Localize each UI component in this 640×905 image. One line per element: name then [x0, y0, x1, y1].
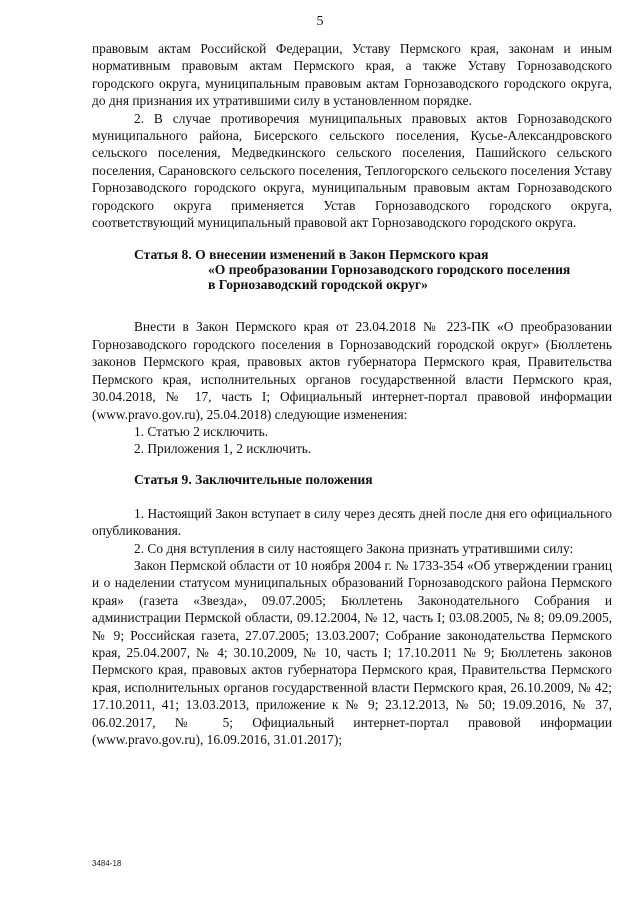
article8-item2: 2. Приложения 1, 2 исключить. [134, 441, 312, 457]
article8-item1: 1. Статью 2 исключить. [134, 423, 269, 439]
article8-heading [134, 247, 612, 292]
article8-heading-line1: Статья 8. О внесении изменений в Закон Пермского края [134, 247, 489, 263]
document-code: 3484-18 [92, 859, 122, 868]
article8-heading-line2: «О преобразовании Горнозаводского городского поселения [208, 262, 571, 278]
article9-part1-paragraph: 1. Настоящий Закон вступает в силу через десять дней после дня его официального опубликования. [92, 505, 612, 539]
article7-part2-paragraph: 2. В случае противоречия муниципальных правовых актов Горнозаводского муниципального района, Бисерского сельского поселения, Кусье-Александровского сельского поселения, Медведкинского сельского поселения, Пашийского сельского поселения, Сарановского сельского поселения, Теплогорского сельского поселения Уставу Горнозаводского городского округа, муниципальным правовым актам Горнозаводского городского округа применяется Устав Горнозаводского городского округа, соответствующий муниципальный правовой акт Горнозаводского городского округа. [92, 110, 612, 231]
continuation-paragraph: правовым актам Российской Федерации, Уставу Пермского края, законам и иным нормативным правовым актам Пермского края, а также Уставу Горнозаводского городского округа, муниципальным правовым актам Горнозаводского городского округа, до дня признания их утратившими силу в установленном порядке. [92, 41, 612, 109]
article9-part2-paragraph: 2. Со дня вступления в силу настоящего Закона признать утратившими силу: [134, 540, 574, 556]
repealed-law-paragraph: Закон Пермской области от 10 ноября 2004 г. № 1733-354 «Об утверждении границ и о наделении статусом муниципальных образований Горнозаводского района Пермского края» (газета «Звезда», 09.07.2005; Бюллетень Законодательного Собрания и администрации Пермской области, 09.12.2004, № 12, часть I; 03.08.2005, № 8; 09.09.2005, № 9; Российская газета, 27.07.2005; 13.03.2007; Собрание законодательства Пермского края, 25.04.2007, № 4; 30.10.2009, № 10, часть I; 17.10.2011 № 9; Бюллетень законов Пермского края, правовых актов губернатора Пермского края, Правительства Пермского края, исполнительных органов государственной власти Пермского края, 26.10.2009, № 42; 17.10.2011, 41; 13.03.2013, приложение к № 9; 23.12.2013, № 50; 19.09.2016, № 37, 06.02.2017, № 5; Официальный интернет-портал правовой информации (www.pravo.gov.ru), 16.09.2016, 31.01.2017); [92, 557, 612, 747]
document-body [92, 40, 612, 748]
article8-heading-line3: в Горнозаводский городской округ» [208, 277, 428, 293]
article9-heading: Статья 9. Заключительные положения [134, 471, 373, 487]
page-number: 5 [316, 14, 324, 29]
article8-intro-paragraph: Внести в Закон Пермского края от 23.04.2018 № 223-ПК «О преобразовании Горнозаводского городского поселения в Горнозаводский городской округ» (Бюллетень законов Пермского края, правовых актов губернатора Пермского края, Правительства Пермского края, исполнительных органов государственной власти Пермского края, 30.04.2018, № 17, часть I; Официальный интернет-портал правовой информации (www.pravo.gov.ru), 25.04.2018) следующие изменения: [92, 319, 612, 422]
